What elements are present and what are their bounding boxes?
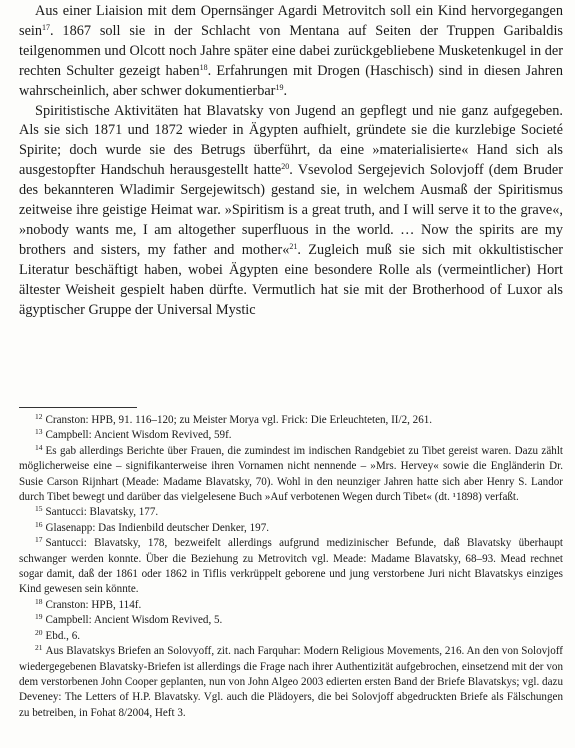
paragraph-1 (19, 2, 563, 102)
text-run: . Zugleich muß sie sich mit okkultistischer Literatur beschäftigt haben, wobei Ägypten eine besondere Rolle als (vermeintlicher) Hort ältester Weisheit gespielt haben dürfte. Vermutlich hat sie mit der Brotherhood of Luxor als ägyptischer Gruppe der Universal Mystic (19, 241, 563, 318)
footnote-text: Ebd., 6. (45, 629, 81, 642)
footnote-ref[interactable]: 20 (281, 162, 290, 172)
footnote (19, 629, 563, 644)
footnote (19, 598, 563, 613)
footnote-number: 15 (35, 504, 43, 514)
footnote (19, 536, 563, 598)
footnote-ref[interactable]: 19 (275, 82, 284, 92)
text-run: Spiritistische Aktivitäten hat Blavatsky von Jugend an gepflegt und nie ganz aufgegeben. Als sie sich 1871 und 1872 wieder in Ägypten aufhielt, gründete sie die kurzlebige Societé Spirite; doch wurde sie des Betrugs überführt, da eine »materialisierte« Hand sich als ausgestopfter Handschuh herausgestellt hatte (19, 102, 563, 179)
footnotes-list (19, 413, 563, 721)
footnote-ref[interactable]: 18 (199, 62, 208, 72)
footnote (19, 613, 563, 628)
footnote-number: 19 (35, 612, 43, 622)
footnote-text: Cranston: HPB, 91. 116–120; zu Meister Morya vgl. Frick: Die Erleuchteten, II/2, 261. (45, 414, 433, 426)
footnote-number: 20 (35, 627, 43, 637)
footnote-number: 13 (35, 427, 43, 437)
footnote-ref[interactable]: 17 (42, 22, 51, 32)
footnote-number: 16 (35, 519, 43, 529)
paragraph-2 (19, 102, 563, 321)
footnote-text: Santucci: Blavatsky, 178, bezweifelt allerdings aufgrund medizinischer Befunde, daß Blavatsky überhaupt schwanger werden konnte. Über die Beziehung zu Metrovitch vgl. Meade: Madame Blavatsky, 68–93. Mead rechnet sogar damit, daß der 1861 oder 1862 in Tiflis verkrüppelt geborene und jung verstorbene Juri nicht Blavatskys einziges Kind gewesen sein könnte. (19, 537, 563, 596)
footnote-text: Glasenapp: Das Indienbild deutscher Denker, 197. (45, 521, 270, 534)
text-run: . Vsevolod Sergejevich Solovjoff (dem Bruder des bekannteren Wladimir Sergejewitsch) gestand sie, in welchem Ausmaß der Spiritismus zeitweise ihre geistige Heimat war. »Spiritism is a great truth, and I will serve it to the grave«, »nobody wants me, I am altogether superfluous in the world. … Now the spirits are my brothers and sisters, my father and mother« (19, 162, 563, 258)
footnote-number: 18 (35, 596, 43, 606)
footnote-divider (19, 407, 137, 408)
footnote-text: Cranston: HPB, 114f. (45, 598, 142, 611)
footnote-text: Campbell: Ancient Wisdom Revived, 59f. (45, 429, 232, 442)
text-run: . Erfahrungen mit Drogen (Haschisch) sind in diesen Jahren wahrscheinlich, aber schwer dokumentierbar (19, 62, 563, 99)
text-run: . (283, 82, 288, 99)
footnote-number: 14 (35, 442, 43, 452)
footnote-text: Aus Blavatskys Briefen an Solovyoff, zit. nach Farquhar: Modern Religious Movements, 216. An den von Solovjoff wiedergegebenen Blavatsky-Briefen ist allerdings die Frage nach ihrer Authentizität aufgebrochen, einsetzend mit der von dem verstorbenen John Cooper geplanten, nun von John Algeo 2003 edierten ersten Band der Briefe Blavatskys; vgl. dazu Deveney: The Letters of H.P. Blavatsky. Vgl. auch die Plädoyers, die bei Solovjoff abgedruckten Briefe als Fälschungen zu betreiben, in Fohat 8/2004, Heft 3. (19, 645, 563, 719)
footnote (19, 444, 563, 506)
footnote (19, 428, 563, 443)
text-run: . 1867 soll sie in der Schlacht von Mentana auf Seiten der Truppen Garibaldis teilgenommen und Olcott noch Jahre später eine dabei zurückgebliebene Musketenkugel in der rechten Schulter gezeigt haben (19, 22, 563, 79)
main-text (19, 2, 563, 321)
footnote-number: 21 (35, 643, 43, 653)
text-run: Aus einer Liaision mit dem Opernsänger Agardi Metrovitch soll ein Kind hervorgegangen sein (19, 3, 563, 39)
footnote-ref[interactable]: 21 (289, 241, 298, 251)
footnote-number: 17 (35, 535, 43, 545)
footnote (19, 505, 563, 520)
footnote-text: Campbell: Ancient Wisdom Revived, 5. (45, 614, 223, 627)
footnote (19, 413, 563, 428)
footnote-text: Es gab allerdings Berichte über Frauen, die zumindest im indischen Randgebiet zu Tibet gereist waren. Dazu zählt möglicherweise eine – signifikanterweise ihren Vornamen nicht nennende – »Mrs. Hervey« sowie die Engländerin Dr. Susie Carson Rijnhart (Meade: Madame Blavatsky, 70). Wohl in den neunziger Jahren hatte sich aber Henry S. Landor durch Tibet bewegt und darüber das vielgelesene Buch »Auf verbotenen Wegen durch Tibet« (dt. ¹1898) verfaßt. (19, 444, 563, 504)
footnote-number: 12 (35, 412, 43, 421)
footnote (19, 644, 563, 721)
footnote (19, 521, 563, 536)
footnote-text: Santucci: Blavatsky, 177. (45, 506, 159, 519)
